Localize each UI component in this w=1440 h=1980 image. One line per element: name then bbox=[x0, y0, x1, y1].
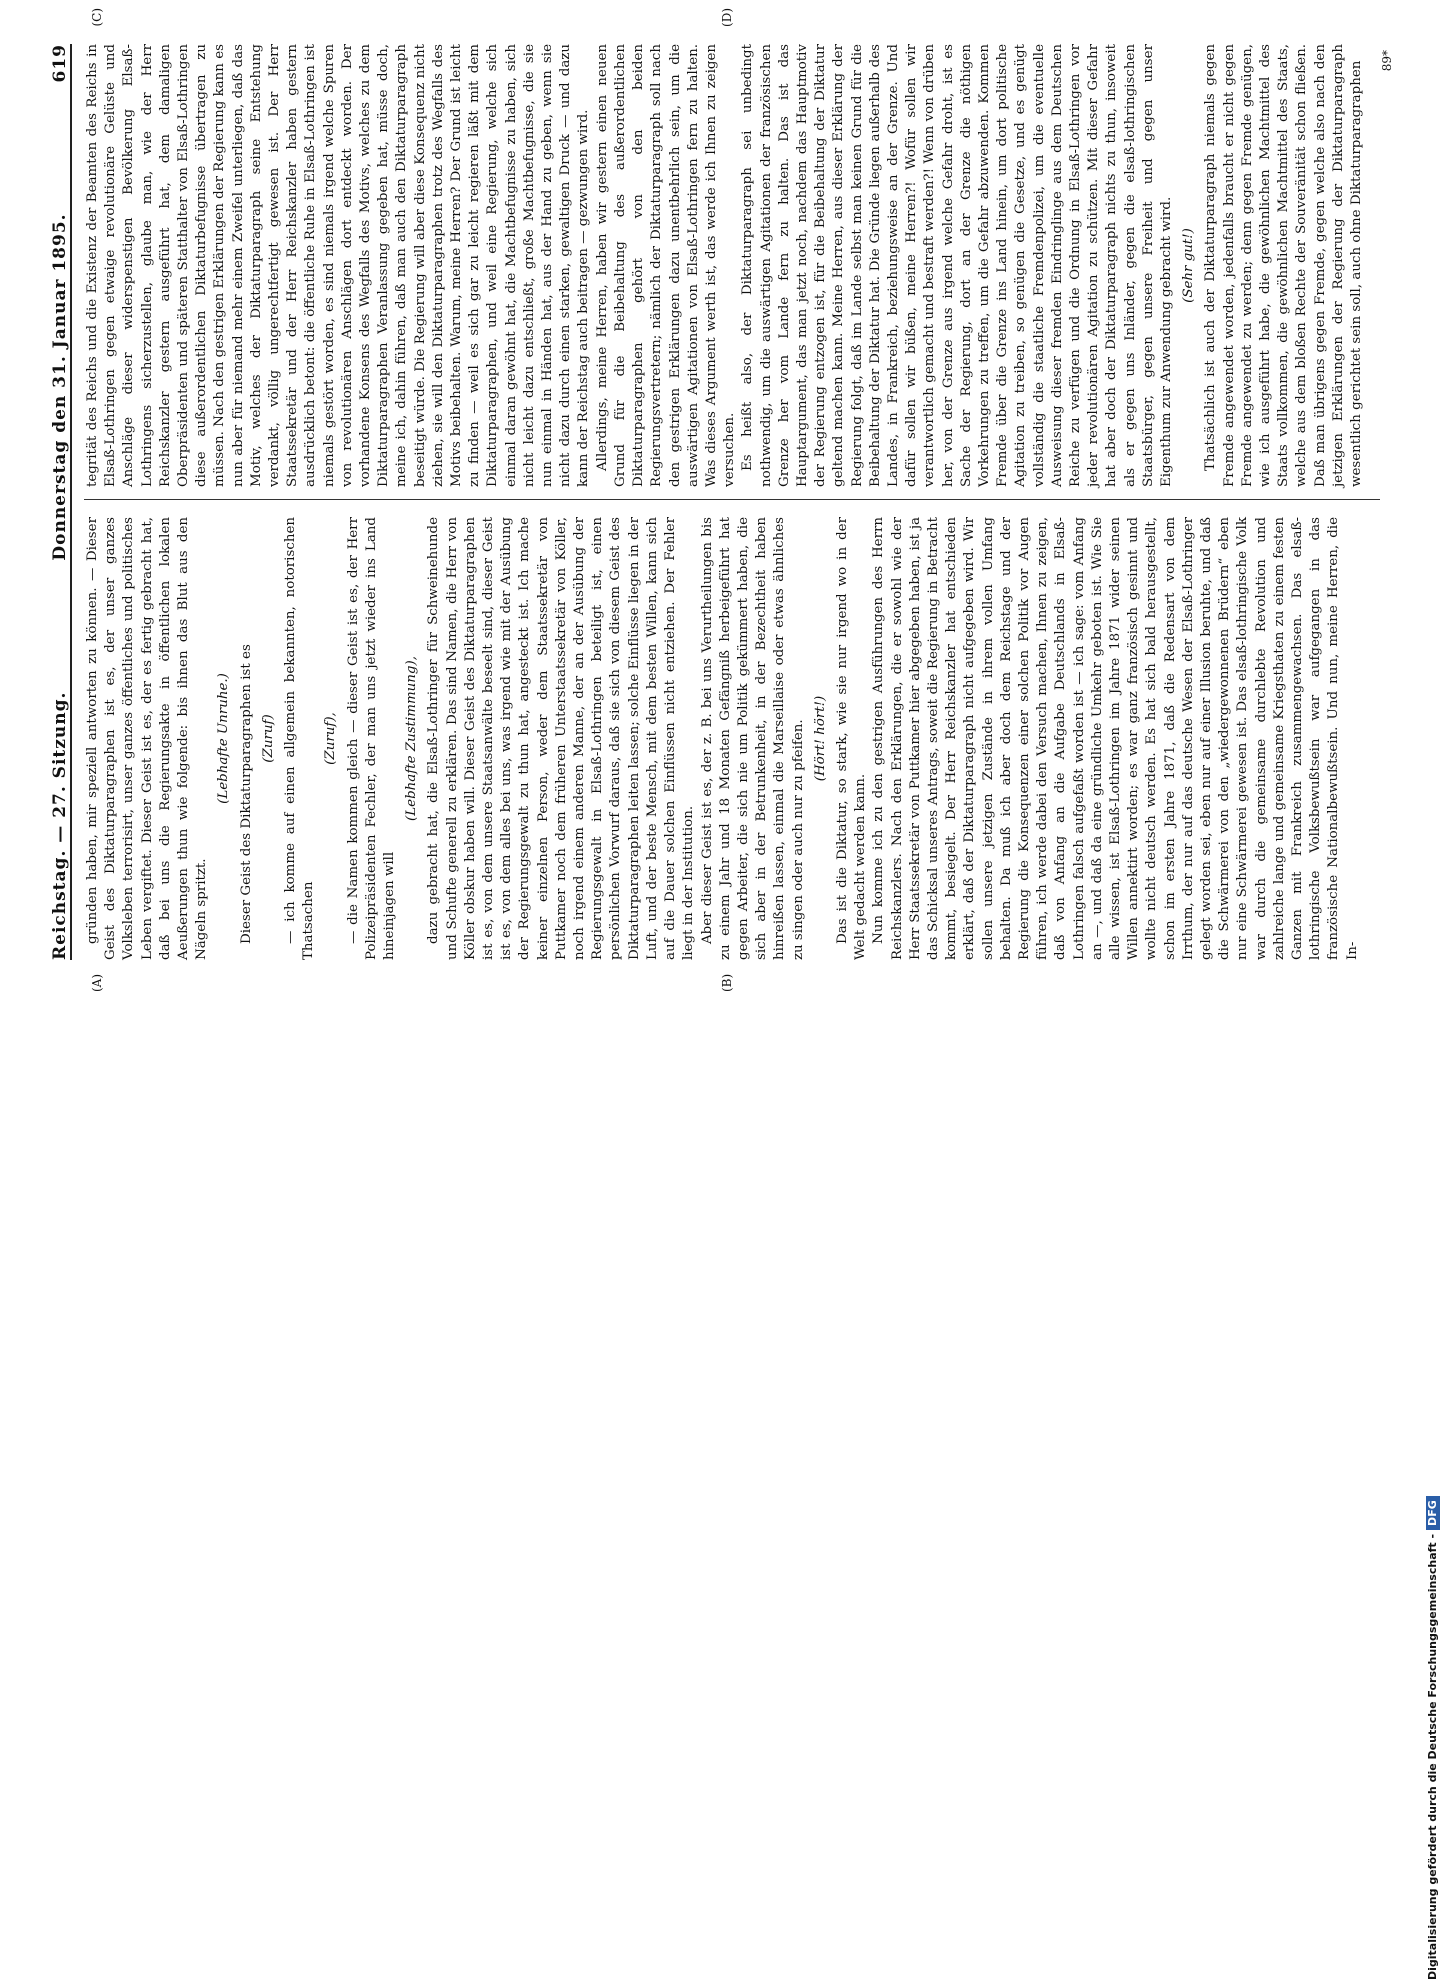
header-session: Reichstag. — 27. Sitzung. bbox=[50, 691, 70, 960]
right-column-interjection: (Sehr gut!) bbox=[1181, 228, 1197, 303]
document-page bbox=[0, 0, 1400, 1000]
left-column-interjection: (Zuruf), bbox=[323, 712, 339, 765]
right-column-paragraph: tegrität des Reichs und die Existenz der Beamten des Reichs in Elsaß-Lothringen gegen etwaige revolutionäre Gelüste und Anschläge dieser widerspenstigen Bevölkerung Elsaß-Lothringens sicherzustellen, glaube man, wie der Herr Reichskanzler gestern ausgeführt hat, dem damaligen Oberpräsidenten und späteren Statthalter von Elsaß-Lothringen diese außerordentlichen Diktaturbefugnisse übertragen zu müssen. Nach den gestrigen Erklärungen der Regierung kann es nun aber für niemand mehr einem Zweifel unterliegen, daß das Motiv, welches der Diktaturparagraph seine Entstehung verdankt, völlig ungerechtfertigt gewesen ist. Der Herr Staatssekretär und der Herr Reichskanzler haben gestern ausdrücklich betont: die öffentliche Ruhe in Elsaß-Lothringen ist niemals gestört worden, es sind niemals irgend welche Spuren von revolutionären Anschlägen dort entdeckt worden. Der vorhandene Konsens des Wegfalls des Motivs, welches zu dem Diktaturparagraphen Veranlassung gegeben hat, müsse doch, meine ich, dahin führen, daß man auch den Diktaturparagraph beseitigt würde. Die Regierung will aber diese Konsequenz nicht ziehen, sie will den Diktaturparagraphen trotz des Wegfalls des Motivs beibehalten. Warum, meine Herren? Der Grund ist leicht zu finden — weil es sich gar zu leicht regieren läßt mit dem Diktaturparagraphen, und weil eine Regierung, welche sich einmal daran gewöhnt hat, die Machtbefugnisse zu haben, sich nicht leicht dazu entschließt, große Machtbefugnisse, die sie nun einmal in Händen hat, aus der Hand zu geben, wenn sie nicht dazu durch einen starken, gewaltigen Druck — und dazu kann der Reichstag auch beitragen — gezwungen wird. bbox=[85, 44, 592, 487]
margin-letter-a: (A) bbox=[90, 973, 104, 992]
left-column-paragraph: Nun komme ich zu den gestrigen Ausführungen des Herrn Reichskanzlers. Nach den Erklärungen, die er sowohl wie der Herr Staatssekretär von Puttkamer hier abgegeben haben, ist ja das Schicksal unseres Antrags, soweit die Regierung in Betracht kommt, besiegelt. Der Herr Reichskanzler hat entschieden erklärt, daß der Diktaturparagraph nicht aufgegeben wird. Wir sollen unsere jetzigen Zustände in ihrem vollen Umfang behalten. Da muß ich aber doch dem Reichstage und der Regierung die Konsequenzen einer solchen Politik vor Augen führen, ich werde dabei den Versuch machen, Ihnen zu zeigen, daß von Anfang an die Aufgabe Deutschlands in Elsaß-Lothringen falsch aufgefaßt worden ist — ich sage: vom Anfang an —, und daß da eine gründliche Umkehr geboten ist. Wie Sie alle wissen, ist Elsaß-Lothringen im Jahre 1871 wider seinen Willen annektirt worden; es war ganz französisch gesinnt und wollte nicht deutsch werden. Es hat sich bald herausgestellt, schon im ersten Jahre 1871, daß die Redensart von dem Irrthum, der nur auf das deutsche Wesen der Elsaß-Lothringer gelegt worden sei, eben nur auf einer Illusion beruhte, und daß die Schwärmerei von den „wiedergewonnenen Brüdern“ eben nur eine Schwärmerei gewesen ist. Das elsaß-lothringische Volk war durch die gemeinsame durchlebte Revolution und zahlreiche lange und gemeinsame Kriegsthaten zu einem festen Ganzen mit Frankreich zusammengewachsen. Das elsaß-lothringische Volksbewußtsein war aufgegangen in das französische Nationalbewußtsein. Und nun, meine Herren, die In- bbox=[871, 517, 1360, 960]
right-column bbox=[84, 44, 1380, 487]
left-column-paragraph: — die Namen kommen gleich — dieser Geist ist es, der Herr Polizeipräsidenten Fechler, der man uns jetzt wieder ins Land hineinjagen will bbox=[345, 517, 398, 960]
dfg-credit-text: Digitalisierung gefördert durch die Deutsche Forschungsgemeinschaft - bbox=[1426, 1533, 1439, 1980]
text-columns bbox=[84, 44, 1380, 960]
left-column-paragraph: Aber dieser Geist ist es, der z. B. bei uns Verurtheilungen bis zu einem Jahr und 18 Monaten Gefängniß herbeigeführt hat gegen Arbeiter, die sich nie um Politik gekümmert haben, die sich aber in der Betrunkenheit, in der Bezechtheit haben hinreißen lassen, einmal die Marseillaise oder etwas ähnliches zu singen oder auch nur zu pfeifen. bbox=[699, 517, 806, 960]
sheet-signature: 89* bbox=[1380, 50, 1394, 72]
dfg-sidebar bbox=[1400, 0, 1439, 1980]
left-column-interjection: (Lebhafte Zustimmung), bbox=[404, 656, 420, 821]
page-number: 619 bbox=[50, 44, 70, 83]
left-column-paragraph: dazu gebracht hat, die Elsaß-Lothringer für Schweinehunde und Schufte generell zu erklären. Das sind Namen, die Herr von Köller obskur haben will. Dieser Geist des Diktaturparagraphen ist es, von dem unsere Staatsanwälte beseelt sind, dieser Geist ist es, von dem alles bei uns, was irgend wie mit der Ausübung der Regierungsgewalt zu thun hat, angesteckt ist. Ich mache keiner einzelnen Person, weder dem Staatssekretär von Puttkamer noch dem früheren Unterstaatssekretär von Köller, noch irgend einem anderen Manne, der an der Ausübung der Regierungsgewalt in Elsaß-Lothringen beteiligt ist, einen persönlichen Vorwurf daraus, daß sie sich von diesem Geist des Diktaturparagraphen leiten lassen; solche Einflüsse liegen in der Luft, und der beste Mensch, mit dem besten Willen, kann sich auf die Dauer solchen Einflüssen nicht entziehen. Der Fehler liegt in der Institution. bbox=[426, 517, 697, 960]
margin-letter-d: (D) bbox=[720, 8, 734, 27]
margin-letter-c: (C) bbox=[90, 8, 104, 27]
dfg-logo: DFG bbox=[1426, 1496, 1440, 1530]
margin-letter-b: (B) bbox=[720, 973, 734, 992]
left-column-interjection: (Lebhafte Unruhe.) bbox=[216, 673, 232, 804]
left-column-paragraph: gründen haben, mir speziell antworten zu können. — Dieser Geist des Diktaturparagraphen ist es, der unser ganzes Volksleben terrorisirt, unser ganzes öffentliches und politisches Leben vergiftet. Dieser Geist ist es, der es fertig gebracht hat, daß bei uns die Regierungsakte in öffentlichen lokalen Aeußerungen thun wie folgende: bis ihnen das Blut aus den Nägeln spritzt. bbox=[85, 517, 210, 960]
right-column-paragraph: Allerdings, meine Herren, haben wir gestern einen neuen Grund für die Beibehaltung des außerordentlichen Diktaturparagraphen gehört von den beiden Regierungsvertretern; nämlich der Diktaturparagraph soll nach den gestrigen Erklärungen dazu unentbehrlich sein, um die auswärtigen Agitationen von Elsaß-Lothringen fern zu halten. Was dieses Argument werth ist, das werde ich Ihnen zu zeigen versuchen. bbox=[594, 44, 738, 487]
left-column-paragraph: Das ist die Diktatur, so stark, wie sie nur irgend wo in der Welt gedacht werden kann. bbox=[834, 517, 869, 960]
right-column-paragraph: Thatsächlich ist auch der Diktaturparagraph niemals gegen Fremde angewendet worden, jedenfalls braucht er nicht gegen Fremde angewendet zu werden; denn gegen Fremde genügen, wie ich ausgeführt habe, die gewöhnlichen Machtmittel des Staats vollkommen, die gewöhnlichen Machtmittel des Staats, welche aus dem bloßen Rechte der Souveränität schon fließen. Daß man übrigens gegen Fremde, gegen welche also nach den jetzigen Erklärungen der Regierung der Diktaturparagraph wesentlich gerichtet sein soll, auch ohne Diktaturparagraphen bbox=[1203, 44, 1365, 487]
left-column-interjection: (Hört! hört!) bbox=[812, 695, 828, 782]
left-column-paragraph: Dieser Geist des Diktaturparagraphen ist es bbox=[238, 644, 254, 944]
header-date: Donnerstag den 31. Januar 1895. bbox=[50, 213, 70, 561]
left-column-interjection: (Zuruf) bbox=[260, 714, 276, 763]
left-column-paragraph: — ich komme auf einen allgemein bekannten, notorischen Thatsachen bbox=[283, 517, 317, 960]
right-column-paragraph: Es heißt also, der Diktaturparagraph sei unbedingt nothwendig, um die auswärtigen Agitationen der französischen Grenze her vom Lande fern zu halten. Das ist das Hauptargument, das man jetzt noch, nachdem das Hauptmotiv der Regierung entzogen ist, für die Beibehaltung der Diktatur geltend machen kann. Meine Herren, aus dieser Erklärung der Regierung folgt, daß im Lande selbst man keinen Grund für die Beibehaltung der Diktatur hat. Die Gründe liegen außerhalb des Landes, in Frankreich, beziehungsweise an der Grenze. Und dafür sollen wir büßen, meine Herren?! Wofür sollen wir verantwortlich gemacht und bestraft werden?! Wenn von drüben her, von der Grenze aus irgend welche Gefahr droht, ist es Sache der Regierung, dort an der Grenze die nöthigen Vorkehrungen zu treffen, um die Gefahr abzuwenden. Kommen Fremde über die Grenze ins Land hinein, um dort politische Agitation zu treiben, so genügen die Gesetze, und es genügt vollständig die staatliche Fremdenpolizei, um die eventuelle Ausweisung dieser fremden Eindringlinge aus dem Deutschen Reiche zu verfügen und die Ordnung in Elsaß-Lothringen vor jeder revolutionären Agitation zu schützen. Mit dieser Gefahr hat aber doch der Diktaturparagraph nichts zu thun, insoweit als er gegen uns Inländer, gegen die elsaß-lothringischen Staatsbürger, gegen unsere Freiheit und gegen unser Eigenthum zur Anwendung gebracht wird. bbox=[740, 44, 1174, 487]
left-column bbox=[84, 517, 1380, 960]
page-header bbox=[40, 44, 72, 960]
